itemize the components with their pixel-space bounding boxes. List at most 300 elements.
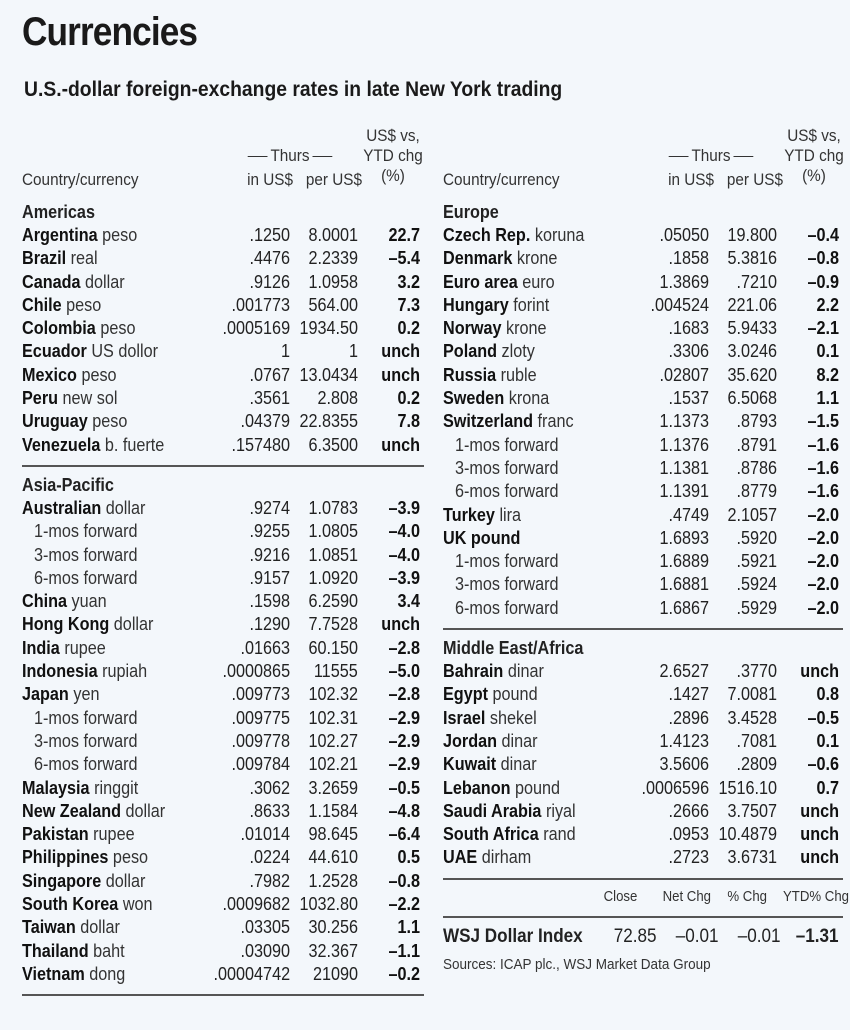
row-country-currency (22, 637, 106, 660)
dollar-index-close: 72.85 (614, 925, 657, 947)
row-in-us: .9157 (249, 567, 290, 588)
table-row (22, 340, 424, 363)
dollar-index-row (443, 922, 843, 952)
header-country: Country/currency (443, 170, 560, 189)
header-per-us: per US$ (726, 170, 783, 189)
row-per-us: 7.7528 (308, 614, 358, 635)
row-in-us: .9274 (249, 497, 290, 518)
row-country-currency (443, 660, 544, 683)
row-in-us: .009784 (231, 754, 290, 775)
row-per-us: 1.0851 (308, 544, 358, 565)
row-country-currency (22, 683, 99, 706)
row-country: Lebanon (443, 777, 511, 798)
row-country: Canada (22, 271, 81, 292)
row-per-us: 44.610 (308, 847, 358, 868)
header-thurs: Thurs (655, 146, 767, 166)
row-country: Vietnam (22, 963, 85, 984)
row-currency: yen (73, 684, 100, 705)
table-row (22, 590, 424, 613)
row-per-us: 1.0920 (308, 567, 358, 588)
row-in-us: .4749 (668, 504, 709, 525)
table-row (22, 916, 424, 939)
table-row (22, 846, 424, 869)
dollar-index-net-chg: –0.01 (676, 925, 719, 947)
row-per-us: 3.0246 (727, 341, 777, 362)
row-ytd-chg: 0.1 (816, 341, 839, 362)
row-ytd-chg: unch (381, 341, 420, 362)
row-in-us: .3306 (668, 341, 709, 362)
row-currency: b. fuerte (104, 434, 165, 455)
row-country: Saudi Arabia (443, 800, 542, 821)
row-currency: 1-mos forward (34, 521, 138, 542)
table-row (22, 707, 424, 730)
row-per-us: .7081 (736, 730, 777, 751)
row-country-currency (443, 271, 555, 294)
row-per-us: 102.27 (308, 730, 358, 751)
row-ytd-chg: –1.6 (807, 434, 839, 455)
row-currency: new sol (62, 388, 118, 409)
table-row (22, 520, 424, 543)
row-per-us: 1.1584 (308, 800, 358, 821)
table-row (22, 271, 424, 294)
row-currency: pound (515, 777, 561, 798)
row-per-us: 6.2590 (308, 591, 358, 612)
row-country: Chile (22, 294, 62, 315)
row-country: Euro area (443, 271, 518, 292)
row-currency: 3-mos forward (34, 544, 138, 565)
row-currency: rupee (93, 824, 135, 845)
row-ytd-chg: 0.2 (397, 388, 420, 409)
table-row (22, 224, 424, 247)
row-in-us: .2896 (668, 707, 709, 728)
row-country: Venezuela (22, 434, 101, 455)
row-per-us: .2809 (736, 754, 777, 775)
row-in-us: 1.6893 (659, 527, 709, 548)
left-table-body (22, 200, 424, 996)
row-country-currency (455, 550, 559, 573)
row-per-us: 6.3500 (308, 434, 358, 455)
table-row (443, 457, 843, 480)
table-row (22, 870, 424, 893)
row-currency: 3-mos forward (455, 457, 559, 478)
row-country-currency (443, 527, 520, 550)
row-per-us: 2.1057 (727, 504, 777, 525)
row-country-currency (455, 597, 559, 620)
table-row (22, 317, 424, 340)
row-per-us: 32.367 (308, 940, 358, 961)
row-ytd-chg: –5.0 (388, 661, 420, 682)
row-country: Colombia (22, 318, 96, 339)
row-country-currency (22, 777, 138, 800)
right-table-body (443, 200, 843, 880)
row-in-us: 2.6527 (659, 661, 709, 682)
table-row (22, 823, 424, 846)
row-per-us: 21090 (312, 963, 358, 984)
row-currency: krona (508, 388, 550, 409)
row-currency: peso (66, 294, 102, 315)
row-currency: lira (499, 504, 522, 525)
row-country: Argentina (22, 225, 98, 245)
row-currency: peso (92, 411, 128, 432)
row-per-us: 6.5068 (727, 388, 777, 409)
row-in-us: .1290 (249, 614, 290, 635)
row-currency: 6-mos forward (455, 597, 559, 618)
row-country: Kuwait (443, 754, 497, 775)
row-currency: 3-mos forward (34, 730, 138, 751)
table-row (22, 567, 424, 590)
row-per-us: .8779 (736, 481, 777, 502)
row-country-currency (34, 520, 138, 543)
row-ytd-chg: –2.0 (807, 527, 839, 548)
row-in-us: .0005169 (222, 318, 290, 339)
row-country-currency (22, 224, 137, 247)
row-country-currency (22, 294, 101, 317)
row-per-us: 2.808 (317, 388, 358, 409)
table-row (443, 224, 843, 247)
row-country: Brazil (22, 248, 67, 269)
row-ytd-chg: –2.8 (388, 637, 420, 658)
row-currency: dinar (500, 754, 537, 775)
row-in-us: 1.1376 (659, 434, 709, 455)
row-currency: 1-mos forward (34, 707, 138, 728)
row-ytd-chg: –2.0 (807, 597, 839, 618)
row-country-currency (22, 660, 147, 683)
table-row (22, 387, 424, 410)
row-ytd-chg: 1.1 (816, 388, 839, 409)
row-per-us: .8786 (736, 457, 777, 478)
table-row (443, 550, 843, 573)
row-country-currency (22, 590, 107, 613)
row-in-us: 1.6881 (659, 574, 709, 595)
table-row (22, 800, 424, 823)
row-ytd-chg: 7.8 (397, 411, 420, 432)
row-per-us: 221.06 (727, 294, 777, 315)
table-row (22, 893, 424, 916)
row-country-currency (443, 683, 538, 706)
row-country: Australian (22, 497, 102, 518)
page-subtitle: U.S.-dollar foreign-exchange rates in late New York trading (24, 78, 563, 101)
row-per-us: 102.21 (308, 754, 358, 775)
row-ytd-chg: –0.2 (388, 963, 420, 984)
row-per-us: 5.3816 (727, 248, 777, 269)
header-in-us: in US$ (668, 170, 714, 189)
table-row (22, 410, 424, 433)
header-ytd-line3: (%) (802, 166, 826, 185)
row-ytd-chg: unch (800, 824, 839, 845)
row-per-us: 10.4879 (718, 824, 777, 845)
row-country-currency (22, 846, 148, 869)
header-ytd-line2: YTD chg (363, 146, 423, 165)
table-row (22, 730, 424, 753)
row-country-currency (443, 247, 557, 270)
row-ytd-chg: –6.4 (388, 824, 420, 845)
row-in-us: .0224 (249, 847, 290, 868)
row-per-us: 60.150 (308, 637, 358, 658)
row-country: Bahrain (443, 661, 504, 682)
row-currency: dollar (105, 870, 146, 891)
row-in-us: .009775 (231, 707, 290, 728)
row-ytd-chg: 0.5 (397, 847, 420, 868)
row-country-currency (22, 940, 125, 963)
row-currency: peso (100, 318, 136, 339)
table-row (443, 846, 843, 869)
row-country-currency (455, 457, 559, 480)
section-heading: Asia-Pacific (22, 474, 114, 495)
dollar-index-ytd-chg: –1.31 (796, 925, 839, 947)
row-ytd-chg: –3.9 (388, 567, 420, 588)
row-country: Poland (443, 341, 498, 362)
row-currency: euro (522, 271, 555, 292)
row-per-us: 13.0434 (299, 364, 358, 385)
row-currency: dollar (80, 917, 120, 938)
row-per-us: .5920 (736, 527, 777, 548)
row-country-currency (443, 340, 535, 363)
row-in-us: .1858 (668, 248, 709, 269)
row-ytd-chg: unch (381, 614, 420, 635)
row-country-currency (22, 410, 127, 433)
row-country-currency (443, 707, 537, 730)
row-per-us: 1.0805 (308, 521, 358, 542)
page-title: Currencies (22, 10, 198, 54)
row-per-us: 7.0081 (727, 684, 777, 705)
row-country: Russia (443, 364, 497, 385)
row-ytd-chg: –0.4 (807, 225, 839, 245)
row-per-us: 11555 (314, 661, 358, 682)
left-column (22, 120, 424, 1002)
row-currency: real (70, 248, 98, 269)
row-per-us: 1.2528 (308, 870, 358, 891)
row-per-us: 19.800 (727, 225, 777, 245)
row-country: Japan (22, 684, 69, 705)
table-row (22, 364, 424, 387)
row-country: Thailand (22, 940, 89, 961)
row-ytd-chg: unch (800, 800, 839, 821)
row-ytd-chg: –5.4 (388, 248, 420, 269)
row-in-us: .1427 (668, 684, 709, 705)
row-in-us: 1.6889 (659, 551, 709, 572)
table-row (443, 294, 843, 317)
row-country-currency (443, 800, 576, 823)
header-ytd-line2: YTD chg (784, 146, 844, 165)
row-country: Jordan (443, 730, 498, 751)
row-country-currency (443, 753, 537, 776)
row-currency: peso (81, 364, 117, 385)
row-ytd-chg: –4.0 (388, 544, 420, 565)
row-currency: zloty (501, 341, 535, 362)
row-ytd-chg: –1.1 (388, 940, 420, 961)
row-currency: dollar (125, 800, 166, 821)
row-country: Indonesia (22, 661, 98, 682)
table-row (443, 504, 843, 527)
row-country-currency (34, 544, 138, 567)
section-rule (443, 878, 843, 880)
row-in-us: .02807 (659, 364, 709, 385)
row-country-currency (22, 497, 145, 520)
row-currency: baht (93, 940, 125, 961)
section-rule (443, 628, 843, 630)
row-in-us: .1250 (249, 225, 290, 245)
table-row (443, 317, 843, 340)
table-row (443, 707, 843, 730)
column-header (22, 120, 424, 194)
row-currency: 1-mos forward (455, 434, 559, 455)
row-in-us: .03090 (240, 940, 290, 961)
row-currency: dollar (85, 271, 125, 292)
row-in-us: 3.5606 (659, 754, 709, 775)
row-country-currency (34, 707, 138, 730)
row-ytd-chg: –0.9 (807, 271, 839, 292)
table-row (22, 683, 424, 706)
table-row (443, 730, 843, 753)
table-row (22, 294, 424, 317)
row-in-us: 1.1373 (659, 411, 709, 432)
row-country: New Zealand (22, 800, 122, 821)
row-in-us: .9126 (249, 271, 290, 292)
row-ytd-chg: unch (800, 661, 839, 682)
row-in-us: .9255 (249, 521, 290, 542)
row-country: Sweden (443, 388, 505, 409)
table-row (443, 340, 843, 363)
section-heading: Europe (443, 202, 499, 222)
row-per-us: 22.8355 (299, 411, 358, 432)
row-country-currency (455, 573, 559, 596)
section-heading: Americas (22, 202, 95, 222)
sources-note: Sources: ICAP plc., WSJ Market Data Group (443, 955, 711, 973)
row-ytd-chg: –2.0 (807, 574, 839, 595)
row-country: Hungary (443, 294, 509, 315)
header-ytd (783, 126, 846, 186)
column-header (443, 120, 843, 194)
row-country-currency (22, 271, 125, 294)
row-currency: US dollor (91, 341, 158, 362)
row-ytd-chg: –1.6 (807, 457, 839, 478)
row-per-us: 564.00 (308, 294, 358, 315)
row-currency: krone (516, 248, 558, 269)
row-currency: 3-mos forward (455, 574, 559, 595)
row-currency: yuan (71, 591, 107, 612)
row-in-us: .009773 (231, 684, 290, 705)
table-row (443, 271, 843, 294)
row-in-us: .4476 (249, 248, 290, 269)
row-country: Norway (443, 318, 502, 339)
row-country: Malaysia (22, 777, 90, 798)
row-currency: dong (89, 963, 126, 984)
row-currency: peso (102, 225, 138, 245)
row-country: South Korea (22, 894, 119, 915)
row-country-currency (22, 340, 158, 363)
right-column (443, 120, 849, 973)
row-country: UK pound (443, 527, 521, 548)
header-net-chg: Net Chg (662, 887, 711, 905)
row-in-us: .9216 (249, 544, 290, 565)
row-currency: ringgit (94, 777, 139, 798)
header-ytd-line1: US$ vs, (787, 126, 841, 145)
row-per-us: 8.0001 (308, 225, 358, 245)
row-country-currency (443, 504, 521, 527)
row-country: UAE (443, 847, 478, 868)
row-ytd-chg: –2.0 (807, 551, 839, 572)
row-ytd-chg: 8.2 (816, 364, 839, 385)
table-row (443, 823, 843, 846)
row-country-currency (34, 753, 138, 776)
row-currency: dinar (501, 730, 538, 751)
row-currency: 6-mos forward (455, 481, 559, 502)
row-per-us: 98.645 (308, 824, 358, 845)
row-in-us: .0953 (668, 824, 709, 845)
section-rule (22, 465, 424, 467)
row-per-us: 3.2659 (308, 777, 358, 798)
row-country-currency (34, 567, 138, 590)
row-in-us: .0000865 (222, 661, 290, 682)
row-country-currency (443, 410, 574, 433)
row-per-us: 3.6731 (727, 847, 777, 868)
row-currency: rupiah (102, 661, 148, 682)
header-in-us: in US$ (247, 170, 293, 189)
row-ytd-chg: 3.2 (397, 271, 420, 292)
row-in-us: 1.1381 (659, 457, 709, 478)
header-ytd-line1: US$ vs, (366, 126, 420, 145)
header-country: Country/currency (22, 170, 139, 189)
table-row (443, 573, 843, 596)
row-per-us: 5.9433 (727, 318, 777, 339)
row-ytd-chg: –4.8 (388, 800, 420, 821)
row-currency: dollar (105, 497, 146, 518)
row-country-currency (22, 800, 165, 823)
row-country-currency (22, 916, 120, 939)
table-row (22, 247, 424, 270)
row-country-currency (22, 364, 117, 387)
dollar-index-rule (443, 916, 843, 918)
row-in-us: .01014 (240, 824, 290, 845)
row-per-us: .5929 (736, 597, 777, 618)
row-in-us: 1.6867 (659, 597, 709, 618)
row-country-currency (22, 893, 153, 916)
row-in-us: .001773 (231, 294, 290, 315)
row-ytd-chg: unch (381, 364, 420, 385)
row-in-us: .7982 (249, 870, 290, 891)
row-per-us: 35.620 (727, 364, 777, 385)
row-in-us: 1 (280, 341, 290, 362)
table-row (22, 434, 424, 457)
row-country: Israel (443, 707, 486, 728)
row-per-us: 1.0783 (308, 497, 358, 518)
row-currency: pound (492, 684, 538, 705)
row-in-us: .8633 (249, 800, 290, 821)
row-ytd-chg: 7.3 (397, 294, 420, 315)
section-rule (22, 994, 424, 996)
row-country: Egypt (443, 684, 489, 705)
row-currency: shekel (489, 707, 537, 728)
row-in-us: .01663 (240, 637, 290, 658)
row-in-us: .0767 (249, 364, 290, 385)
table-row (443, 387, 843, 410)
table-row (443, 480, 843, 503)
row-currency: 6-mos forward (34, 754, 138, 775)
row-ytd-chg: –4.0 (388, 521, 420, 542)
row-per-us: 102.32 (308, 684, 358, 705)
table-row (22, 544, 424, 567)
dollar-index-label: WSJ Dollar Index (443, 925, 583, 947)
row-currency: dirham (481, 847, 532, 868)
row-ytd-chg: –0.5 (807, 707, 839, 728)
row-in-us: .2666 (668, 800, 709, 821)
row-per-us: 2.2339 (308, 248, 358, 269)
row-country-currency (22, 247, 98, 270)
row-ytd-chg: 3.4 (397, 591, 420, 612)
row-currency: rupee (64, 637, 106, 658)
table-row (22, 940, 424, 963)
row-in-us: .03305 (240, 917, 290, 938)
